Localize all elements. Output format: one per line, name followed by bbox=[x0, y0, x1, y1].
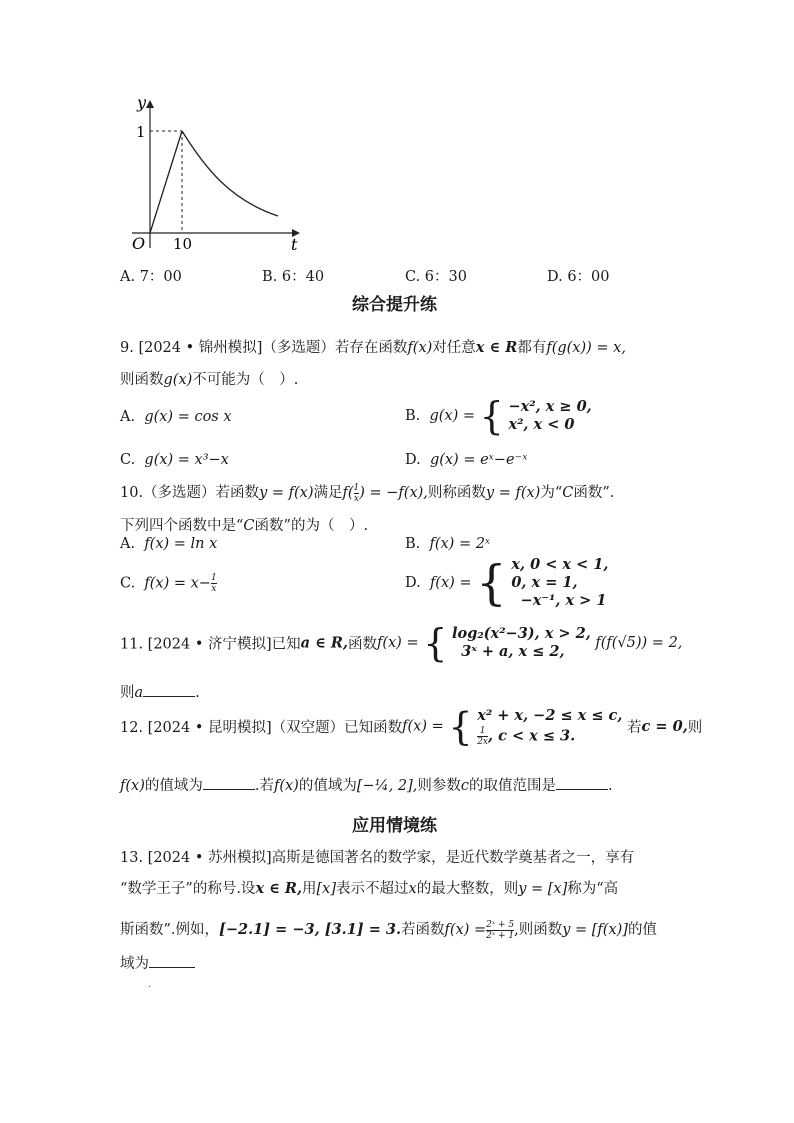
q11-pre: 11. [2024 • 济宁模拟]已知 bbox=[120, 636, 301, 653]
q13-ybx: y = [x] bbox=[518, 881, 568, 897]
section-heading-application: 应用情境练 bbox=[352, 816, 437, 836]
q10-option-d-label: D. bbox=[405, 575, 421, 591]
q10-option-d-pre: f(x) = bbox=[429, 575, 472, 591]
q11-case2: 3ˣ + a, x ≤ 2, bbox=[461, 643, 565, 660]
q10-option-d-case1: x, 0 < x < 1, bbox=[511, 556, 609, 573]
q9-fgx: f(g(x)) = x, bbox=[546, 340, 626, 356]
q12-case1: x² + x, −2 ≤ x ≤ c, bbox=[477, 707, 623, 724]
q13-example: [−2.1] = −3, [3.1] = 3. bbox=[219, 921, 402, 938]
q10-option-c-num: 1 bbox=[210, 573, 217, 583]
decay-curve bbox=[182, 131, 278, 216]
q10-mid1: 满足 bbox=[313, 485, 343, 501]
q9-text: 9. [2024 • 锦州模拟]（多选题）若存在函数 bbox=[120, 340, 408, 356]
q9-option-c-expr: g(x) = x³−x bbox=[144, 452, 229, 468]
q10-c2: C bbox=[243, 518, 255, 534]
q10-option-b bbox=[405, 536, 490, 552]
q10-cond-post: ) = −f(x), bbox=[359, 485, 428, 501]
q13-line2-post: 称为“高 bbox=[567, 881, 619, 897]
q13-x: x bbox=[408, 881, 417, 897]
q8-option-b: B. 6：40 bbox=[262, 269, 325, 285]
q13-line3-mid2: ,则函数 bbox=[514, 922, 563, 938]
q9-option-c bbox=[120, 452, 229, 468]
q13-answer-blank[interactable] bbox=[149, 955, 195, 968]
q9-option-b-pre: g(x) = bbox=[429, 408, 476, 424]
q9-option-a-expr: g(x) = cos x bbox=[144, 409, 232, 425]
q10-line2-pre: 下列四个函数中是“ bbox=[120, 518, 244, 534]
q12-line2: f(x)的值域为 .若f(x)的值域为[−¼, 2],则参数c的取值范围是 . bbox=[120, 778, 613, 794]
q11-mid: 函数 bbox=[347, 636, 377, 653]
q10-option-c-den: x bbox=[211, 584, 217, 594]
q8-option-c: C. 6：30 bbox=[405, 269, 467, 285]
q11-line2-pre: 则 bbox=[120, 685, 135, 701]
stray-dot: . bbox=[148, 980, 151, 989]
q12-mid: 若 bbox=[627, 720, 642, 736]
q10-option-b-expr: f(x) = 2ˣ bbox=[429, 536, 491, 552]
q11-answer-blank[interactable] bbox=[143, 684, 195, 697]
t-label: t bbox=[291, 235, 298, 254]
q13-line2 bbox=[120, 877, 618, 898]
q10-option-a-expr: f(x) = ln x bbox=[144, 536, 218, 552]
q10-pre: 10.（多选题）若函数 bbox=[120, 485, 260, 501]
q11-a: a bbox=[134, 685, 144, 701]
q13-line1: 13. [2024 • 苏州模拟]高斯是德国著名的数学家，是近代数学奠基者之一，享有 bbox=[120, 850, 635, 866]
y-label: y bbox=[137, 93, 147, 112]
q10-c: C bbox=[562, 485, 574, 501]
q12-fx: f(x) = bbox=[402, 718, 444, 735]
q12-answer-blank-1[interactable] bbox=[203, 777, 255, 790]
q9-option-d bbox=[405, 452, 527, 468]
q13-fx: f(x) = bbox=[444, 922, 487, 938]
q13-frac-num: 2ˣ + 5 bbox=[486, 919, 515, 930]
q11-line2: 则a . bbox=[120, 685, 200, 701]
q12-case2-post: , c < x ≤ 3. bbox=[488, 727, 576, 745]
q10-cond-num: 1 bbox=[353, 482, 360, 493]
q9-option-b-brace: { bbox=[479, 394, 504, 438]
q10-line2-post: 函数”的为（ ）. bbox=[254, 518, 369, 534]
q13-yfx: y = [f(x)] bbox=[562, 922, 628, 938]
q9-option-b-case2: x², x < 0 bbox=[508, 416, 575, 433]
q11-line1 bbox=[120, 621, 683, 665]
q10-option-c-pre: f(x) = x− bbox=[144, 575, 211, 592]
q12-case2-num: 1 bbox=[479, 726, 486, 736]
q11-cond: f(f(√5)) = 2, bbox=[595, 635, 683, 651]
q10-end1: 函数”. bbox=[573, 485, 615, 501]
q13-line3-mid: 若函数 bbox=[401, 922, 445, 938]
q13-line2-mid: 用 bbox=[302, 881, 317, 897]
q12-c: c bbox=[460, 778, 470, 794]
q12-c0: c = 0, bbox=[641, 718, 688, 735]
q11-a-in-r: a ∈ R, bbox=[300, 634, 348, 652]
q13-line3-pre: 斯函数”.例如， bbox=[120, 922, 220, 938]
q10-yfx: y = f(x) bbox=[259, 485, 314, 501]
q13-frac-den: 2ˣ + 1 bbox=[486, 930, 515, 941]
y-axis-arrow bbox=[146, 100, 154, 108]
one-label: 1 bbox=[136, 123, 146, 141]
q13-line3 bbox=[120, 918, 657, 941]
q10-line2 bbox=[120, 514, 368, 535]
q10-yfx2: y = f(x) bbox=[485, 485, 541, 501]
q10-option-a bbox=[120, 536, 217, 552]
q11-brace: { bbox=[423, 621, 448, 665]
q10-mid2: 则称函数 bbox=[427, 485, 486, 501]
q8-option-a: A. 7：00 bbox=[120, 269, 182, 285]
q12-fx3: f(x) bbox=[273, 778, 299, 794]
q12-case2-frac bbox=[477, 726, 488, 747]
q12-line2-mid: 若 bbox=[259, 778, 274, 794]
q12-line2-pre: 的值域为 bbox=[144, 778, 203, 794]
q9-option-d-expr: g(x) = eˣ−e⁻ˣ bbox=[429, 452, 528, 468]
q12-line2-mid2: 的值域为 bbox=[298, 778, 357, 794]
q10-option-c-label: C. bbox=[120, 575, 136, 592]
q12-end: 则 bbox=[687, 720, 703, 736]
q10-option-d bbox=[405, 556, 608, 610]
q9-option-a bbox=[120, 409, 232, 425]
q10-option-c-frac bbox=[211, 573, 217, 594]
q10-option-b-label: B. bbox=[405, 536, 421, 552]
q9-option-b-label: B. bbox=[405, 408, 421, 424]
q9-line2 bbox=[120, 368, 298, 389]
q9-option-b bbox=[405, 394, 592, 438]
q9-mid2: 都有 bbox=[517, 340, 547, 356]
q13-line2-mid3: 的最大整数，则 bbox=[416, 881, 519, 897]
q13-line4-text: 域为 bbox=[120, 956, 149, 972]
q9-mid1: 对任意 bbox=[432, 340, 476, 356]
q10-option-d-case2: 0, x = 1, bbox=[511, 574, 578, 591]
q10-cond-pre: f( bbox=[342, 485, 354, 501]
origin-label: O bbox=[132, 234, 146, 253]
q12-fx2: f(x) bbox=[120, 778, 145, 794]
q12-line1 bbox=[120, 706, 702, 747]
q10-option-c bbox=[120, 573, 217, 594]
q12-pre: 12. [2024 • 昆明模拟]（双空题）已知函数 bbox=[120, 720, 403, 736]
q8-option-d: D. 6：00 bbox=[547, 269, 610, 285]
q12-line2-mid3: 则参数 bbox=[417, 778, 461, 794]
q9-x-in-r: x ∈ R bbox=[475, 339, 518, 356]
q10-mid3: 为“ bbox=[540, 485, 563, 501]
q10-option-d-brace: { bbox=[476, 555, 507, 611]
decay-graph bbox=[120, 88, 320, 258]
q10-line1 bbox=[120, 481, 614, 504]
q13-line2-mid2: 表示不超过 bbox=[336, 881, 409, 897]
q9-option-a-label: A. bbox=[120, 409, 136, 425]
q13-frac bbox=[486, 920, 514, 941]
q12-answer-blank-2[interactable] bbox=[556, 777, 608, 790]
q12-line2-post: 的取值范围是 bbox=[469, 778, 557, 794]
q13-line4 bbox=[120, 952, 195, 973]
q9-line2-post: 不可能为（ ）. bbox=[192, 372, 299, 388]
q10-option-a-label: A. bbox=[120, 536, 136, 552]
q13-line2-pre: “数学王子”的称号.设 bbox=[120, 881, 256, 897]
q10-option-d-case3: −x⁻¹, x > 1 bbox=[520, 592, 607, 609]
q13-line3-post: 的值 bbox=[627, 922, 657, 938]
q11-fx: f(x) = bbox=[376, 635, 419, 651]
q11-case1: log₂(x²−3), x > 2, bbox=[452, 625, 591, 642]
q9-option-d-label: D. bbox=[405, 452, 421, 468]
q12-case2-den: 2x bbox=[477, 737, 488, 747]
q12-brace: { bbox=[448, 704, 473, 749]
q10-cond-den: x bbox=[353, 493, 359, 504]
q9-gx: g(x) bbox=[163, 372, 193, 388]
q9-line2-pre: 则函数 bbox=[120, 372, 164, 388]
q13-bx: [x] bbox=[316, 881, 337, 897]
ten-label: 10 bbox=[173, 235, 193, 253]
section-heading-comprehensive: 综合提升练 bbox=[352, 295, 437, 315]
q9-option-b-case1: −x², x ≥ 0, bbox=[508, 398, 592, 415]
q9-fx: f(x) bbox=[407, 340, 433, 356]
q9-line1 bbox=[120, 336, 626, 357]
rise-segment bbox=[150, 131, 182, 233]
q13-x-in-r: x ∈ R, bbox=[255, 880, 303, 897]
q9-option-c-label: C. bbox=[120, 452, 136, 468]
q12-range: [−¼, 2], bbox=[356, 778, 418, 794]
